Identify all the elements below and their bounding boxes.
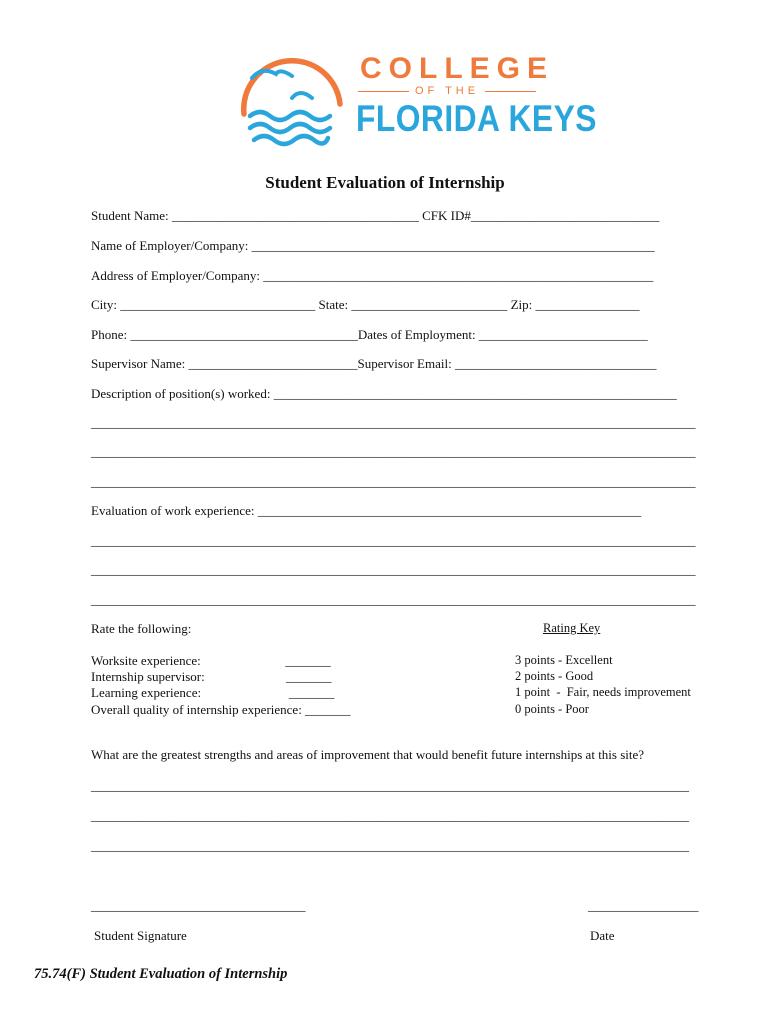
page-title: Student Evaluation of Internship — [265, 173, 505, 192]
improvement-question: What are the greatest strengths and areas of improvement that would benefit future internships at this site? — [91, 747, 645, 762]
signature-line[interactable]: _________________________________ — [91, 898, 306, 913]
answer-blank-line[interactable]: ____________________________________________________________________________________________ — [91, 838, 689, 853]
evaluation-blank-line[interactable]: _____________________________________________________________________________________________ — [91, 533, 696, 548]
rating-item-overall[interactable]: Overall quality of internship experience: _______ — [91, 702, 351, 717]
sun-waves-icon — [244, 61, 340, 144]
rate-prompt: Rate the following: — [91, 621, 192, 636]
description-blank-line[interactable]: _____________________________________________________________________________________________ — [91, 444, 696, 459]
rating-key-item: 2 points - Good — [515, 669, 594, 683]
description-blank-line[interactable]: _____________________________________________________________________________________________ — [91, 415, 696, 430]
date-line[interactable]: _________________ — [588, 898, 699, 913]
phone-dates-field[interactable]: Phone: ___________________________________Dates of Employment: __________________________ — [91, 327, 648, 342]
rating-item-learning[interactable]: Learning experience: _______ — [91, 685, 335, 700]
city-state-zip-field[interactable]: City: ______________________________ State: ________________________ Zip: ________________ — [91, 297, 640, 312]
answer-blank-line[interactable]: ____________________________________________________________________________________________ — [91, 808, 689, 823]
rating-key-item: 1 point - Fair, needs improvement — [515, 685, 691, 699]
signature-label: Student Signature — [94, 928, 187, 943]
logo-of-the-text: OF THE — [358, 85, 536, 97]
work-evaluation-field[interactable]: Evaluation of work experience: ___________________________________________________________ — [91, 503, 642, 518]
description-blank-line[interactable]: _____________________________________________________________________________________________ — [91, 474, 696, 489]
rating-item-worksite[interactable]: Worksite experience: _______ — [91, 653, 331, 668]
rating-key-title: Rating Key — [543, 621, 601, 635]
form-footer: 75.74(F) Student Evaluation of Internship — [34, 966, 288, 982]
evaluation-blank-line[interactable]: _____________________________________________________________________________________________ — [91, 562, 696, 577]
rating-item-supervisor[interactable]: Internship supervisor: _______ — [91, 669, 332, 684]
student-name-field[interactable]: Student Name: ______________________________________ CFK ID#_____________________________ — [91, 208, 660, 223]
employer-address-field[interactable]: Address of Employer/Company: ____________________________________________________________ — [91, 268, 654, 283]
answer-blank-line[interactable]: ____________________________________________________________________________________________ — [91, 778, 689, 793]
employer-name-field[interactable]: Name of Employer/Company: ______________________________________________________________ — [91, 238, 655, 253]
rating-key-item: 0 points - Poor — [515, 702, 589, 716]
position-description-field[interactable]: Description of position(s) worked: ______________________________________________________________ — [91, 386, 677, 401]
logo-college-text: COLLEGE — [360, 52, 555, 85]
supervisor-field[interactable]: Supervisor Name: __________________________Supervisor Email: _______________________________ — [91, 356, 657, 371]
date-label: Date — [590, 928, 615, 943]
logo-florida-keys-text: FLORIDA KEYS — [356, 98, 597, 139]
rating-key-item: 3 points - Excellent — [515, 653, 613, 667]
evaluation-blank-line[interactable]: _____________________________________________________________________________________________ — [91, 592, 696, 607]
